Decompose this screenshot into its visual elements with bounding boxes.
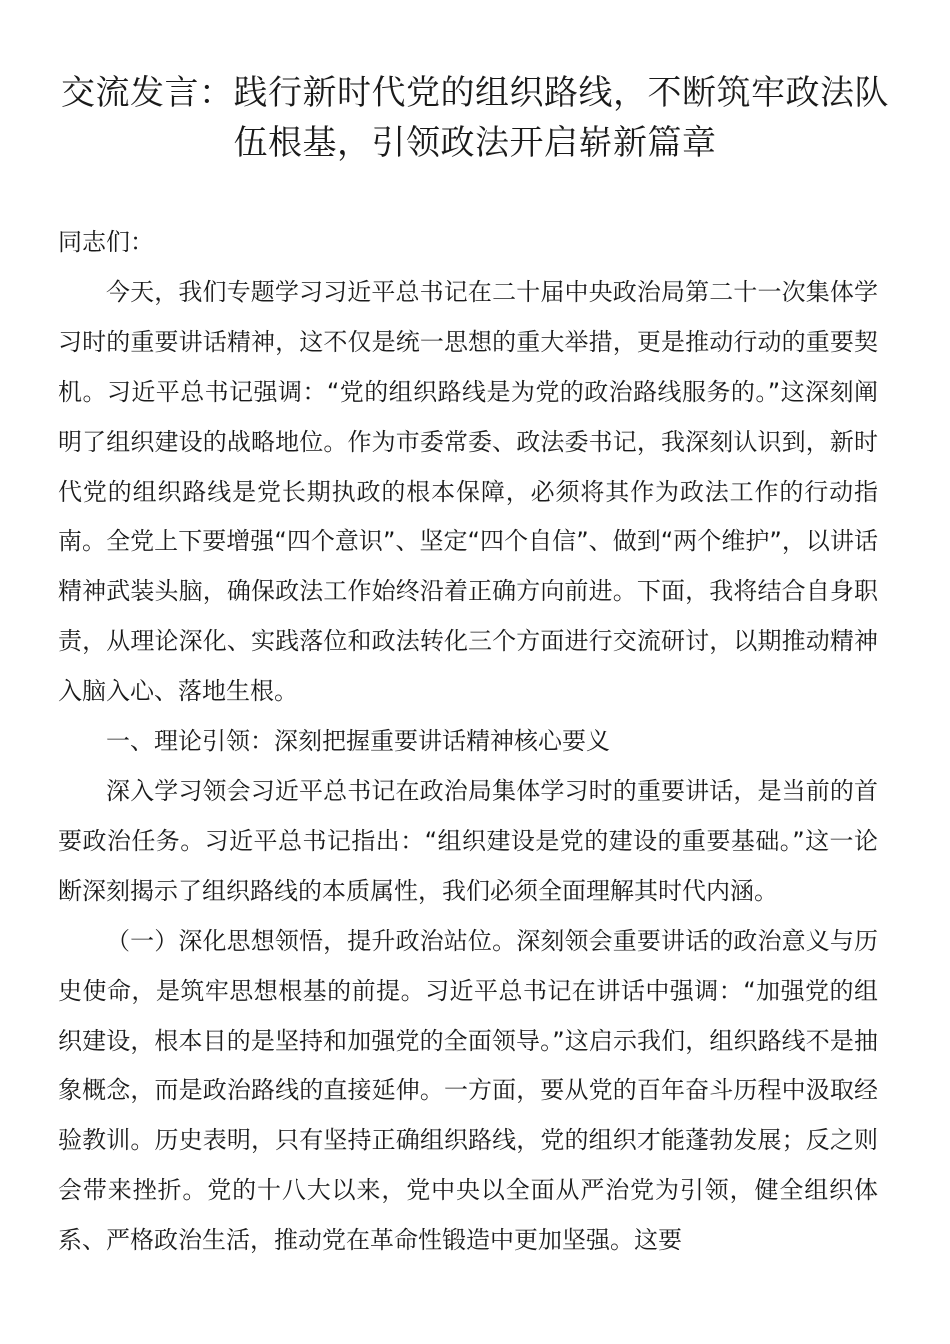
salutation: 同志们： xyxy=(58,228,154,256)
document-title: 交流发言：践行新时代党的组织路线，不断筑牢政法队伍根基，引领政法开启崭新篇章 xyxy=(61,73,889,163)
section-heading-1: 一、理论引领：深刻把握重要讲话精神核心要义 xyxy=(106,727,610,756)
document-body xyxy=(58,218,878,1266)
paragraph-subsection-1: （一）深化思想领悟，提升政治站位。深刻领会重要讲话的政治意义与历史使命，是筑牢思想根基的前提。习近平总书记在讲话中强调：“加强党的组织建设，根本目的是坚持和加强党的全面领导。”这启示我们，组织路线不是抽象概念，而是政治路线的直接延伸。一方面，要从党的百年奋斗历程中汲取经验教训。历史表明，只有坚持正确组织路线，党的组织才能蓬勃发展；反之则会带来挫折。党的十八大以来，党中央以全面从严治党为引领，健全组织体系、严格政治生活，推动党在革命性锻造中更加坚强。这要 xyxy=(58,926,878,1255)
paragraph-intro: 今天，我们专题学习习近平总书记在二十届中央政治局第二十一次集体学习时的重要讲话精神，这不仅是统一思想的重大举措，更是推动行动的重要契机。习近平总书记强调：“党的组织路线是为党的政治路线服务的。”这深刻阐明了组织建设的战略地位。作为市委常委、政法委书记，我深刻认识到，新时代党的组织路线是党长期执政的根本保障，必须将其作为政法工作的行动指南。全党上下要增强“四个意识”、坚定“四个自信”、做到“两个维护”，以讲话精神武装头脑，确保政法工作始终沿着正确方向前进。下面，我将结合自身职责，从理论深化、实践落位和政法转化三个方面进行交流研讨，以期推动精神入脑入心、落地生根。 xyxy=(58,277,878,706)
paragraph-section-1: 深入学习领会习近平总书记在政治局集体学习时的重要讲话，是当前的首要政治任务。习近平总书记指出：“组织建设是党的建设的重要基础。”这一论断深刻揭示了组织路线的本质属性，我们必须全面理解其时代内涵。 xyxy=(58,776,878,905)
